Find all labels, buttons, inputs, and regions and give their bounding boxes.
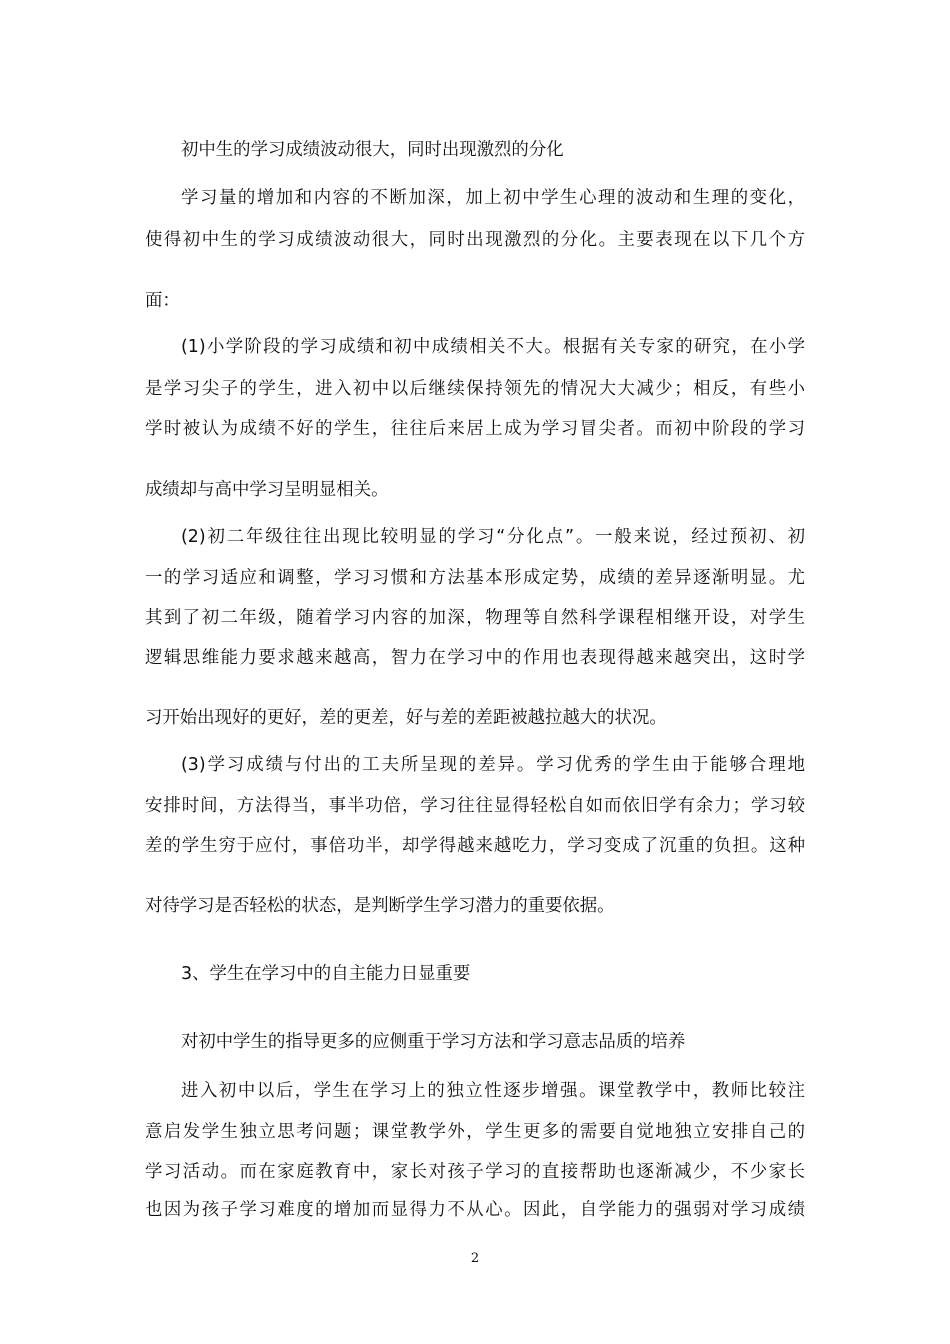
- point2-line-3: 其到了初二年级，随着学习内容的加深，物理等自然科学课程相继开设，对学生: [145, 608, 805, 628]
- intro-line-3: 面：: [145, 291, 180, 311]
- page-number: 2: [470, 1251, 480, 1266]
- point3-line-4: 对待学习是否轻松的状态，是判断学生学习潜力的重要依据。: [145, 896, 615, 916]
- subheading-learning-methods: 对初中学生的指导更多的应侧重于学习方法和学习意志品质的培养: [181, 1032, 686, 1052]
- last-para-line-3: 学习活动。而在家庭教育中，家长对孩子学习的直接帮助也逐渐减少，不少家长: [145, 1162, 805, 1182]
- point1-line-2: 是学习尖子的学生，进入初中以后继续保持领先的情况大大减少；相反，有些小: [145, 379, 805, 399]
- point1-line-1: (1)小学阶段的学习成绩和初中成绩相关不大。根据有关专家的研究，在小学: [181, 337, 805, 357]
- subheading-grade-fluctuation: 初中生的学习成绩波动很大，同时出现激烈的分化: [181, 140, 564, 160]
- section-3-title: 3、学生在学习中的自主能力日显重要: [181, 964, 471, 984]
- point3-line-1: (3)学习成绩与付出的工夫所呈现的差异。学习优秀的学生由于能够合理地: [181, 755, 805, 775]
- point1-line-4: 成绩却与高中学习呈明显相关。: [145, 480, 389, 500]
- last-para-line-1: 进入初中以后，学生在学习上的独立性逐步增强。课堂教学中，教师比较注: [181, 1081, 805, 1101]
- point2-line-2: 一的学习适应和调整，学习习惯和方法基本形成定势，成绩的差异逐渐明显。尤: [145, 568, 805, 588]
- point2-line-5: 习开始出现好的更好，差的更差，好与差的差距被越拉越大的状况。: [145, 708, 667, 728]
- point3-line-3: 差的学生穷于应付，事倍功半，却学得越来越吃力，学习变成了沉重的负担。这种: [145, 836, 805, 856]
- last-para-line-4: 也因为孩子学习难度的增加而显得力不从心。因此，自学能力的强弱对学习成绩: [145, 1200, 805, 1220]
- last-para-line-2: 意启发学生独立思考问题；课堂教学外，学生更多的需要自觉地独立安排自己的: [145, 1122, 805, 1142]
- point1-line-3: 学时被认为成绩不好的学生，往往后来居上成为学习冒尖者。而初中阶段的学习: [145, 419, 805, 439]
- intro-line-1: 学习量的增加和内容的不断加深，加上初中学生心理的波动和生理的变化，: [181, 188, 805, 208]
- point3-line-2: 安排时间，方法得当，事半功倍，学习往往显得轻松自如而依旧学有余力；学习较: [145, 796, 805, 816]
- intro-line-2: 使得初中生的学习成绩波动很大，同时出现激烈的分化。主要表现在以下几个方: [145, 230, 805, 250]
- point2-line-4: 逻辑思维能力要求越来越高，智力在学习中的作用也表现得越来越突出，这时学: [145, 648, 805, 668]
- point2-line-1: (2)初二年级往往出现比较明显的学习“分化点”。一般来说，经过预初、初: [181, 527, 805, 547]
